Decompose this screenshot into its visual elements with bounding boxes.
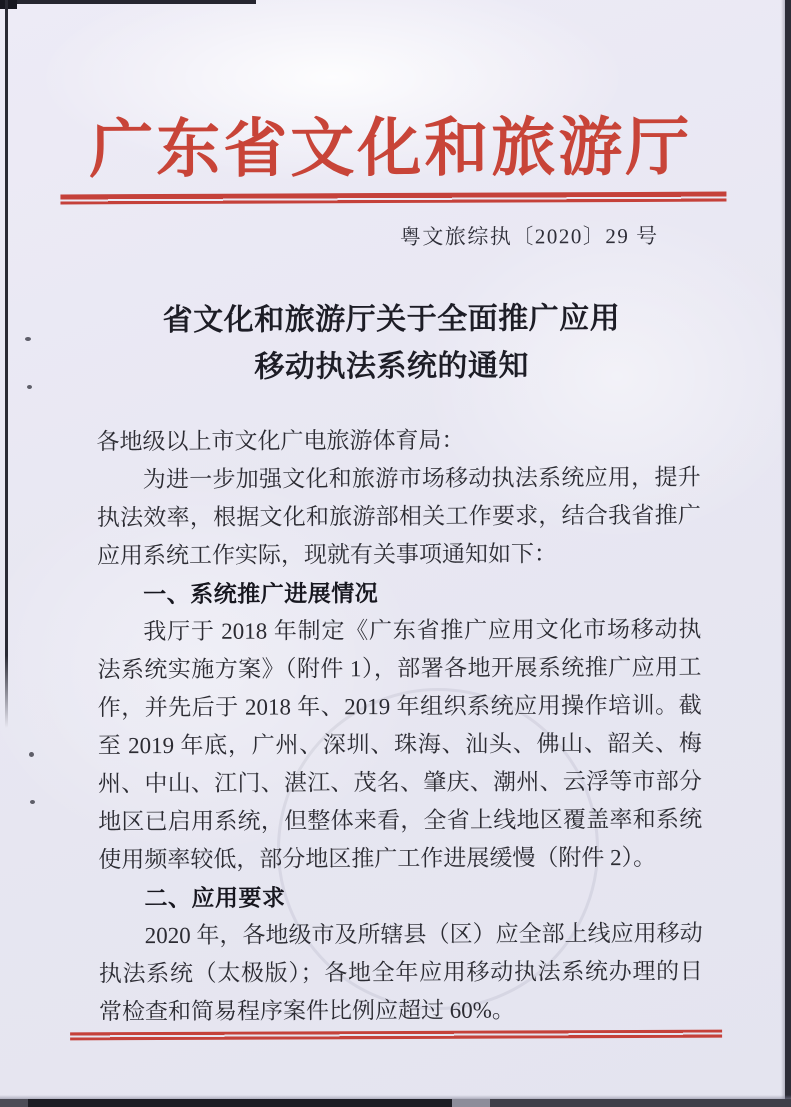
- notice-title-line1: 省文化和旅游厅关于全面推广应用: [162, 302, 621, 338]
- notice-title: [0, 294, 784, 391]
- agency-name: 广东省文化和旅游厅: [89, 111, 693, 186]
- section2-paragraph: 2020 年，各地级市及所辖县（区）应全部上线应用移动执法系统（太极版）；各地全年应用移动执法系统办理的日常检查和简易程序案件比例应超过 60%。: [98, 920, 703, 1025]
- header-red-rule: [60, 192, 726, 205]
- doc-number: 粤文旅综执〔2020〕29 号: [399, 223, 659, 249]
- section1-paragraph: 我厅于 2018 年制定《广东省推广应用文化市场移动执法系统实施方案》（附件 1），部署各地开展系统推广应用工作，并先后于 2018 年、2019 年组织系统应用操作培训。截至 2019 年底，广州、深圳、珠海、汕头、佛山、韶关、梅州、中山、江门、湛江、茂名、肇庆、潮州、云浮等市部分地区已启用系统，但整体来看，全省上线地区覆盖率和系统使用频率较低，部分地区推广工作进展缓慢（附件 2）。: [97, 616, 703, 873]
- intro-paragraph: 为进一步加强文化和旅游市场移动执法系统应用，提升执法效率，根据文化和旅游部相关工作要求，结合我省推广应用系统工作实际，现就有关事项通知如下：: [96, 464, 701, 569]
- salutation: 各地级以上市文化广电旅游体育局：: [96, 427, 465, 455]
- notice-body: [96, 421, 703, 1032]
- footer-red-rule: [70, 1030, 722, 1041]
- section2-heading: 二、应用要求: [144, 884, 286, 912]
- notice-title-line2: 移动执法系统的通知: [254, 349, 530, 384]
- section1-heading: 一、系统推广进展情况: [143, 580, 379, 608]
